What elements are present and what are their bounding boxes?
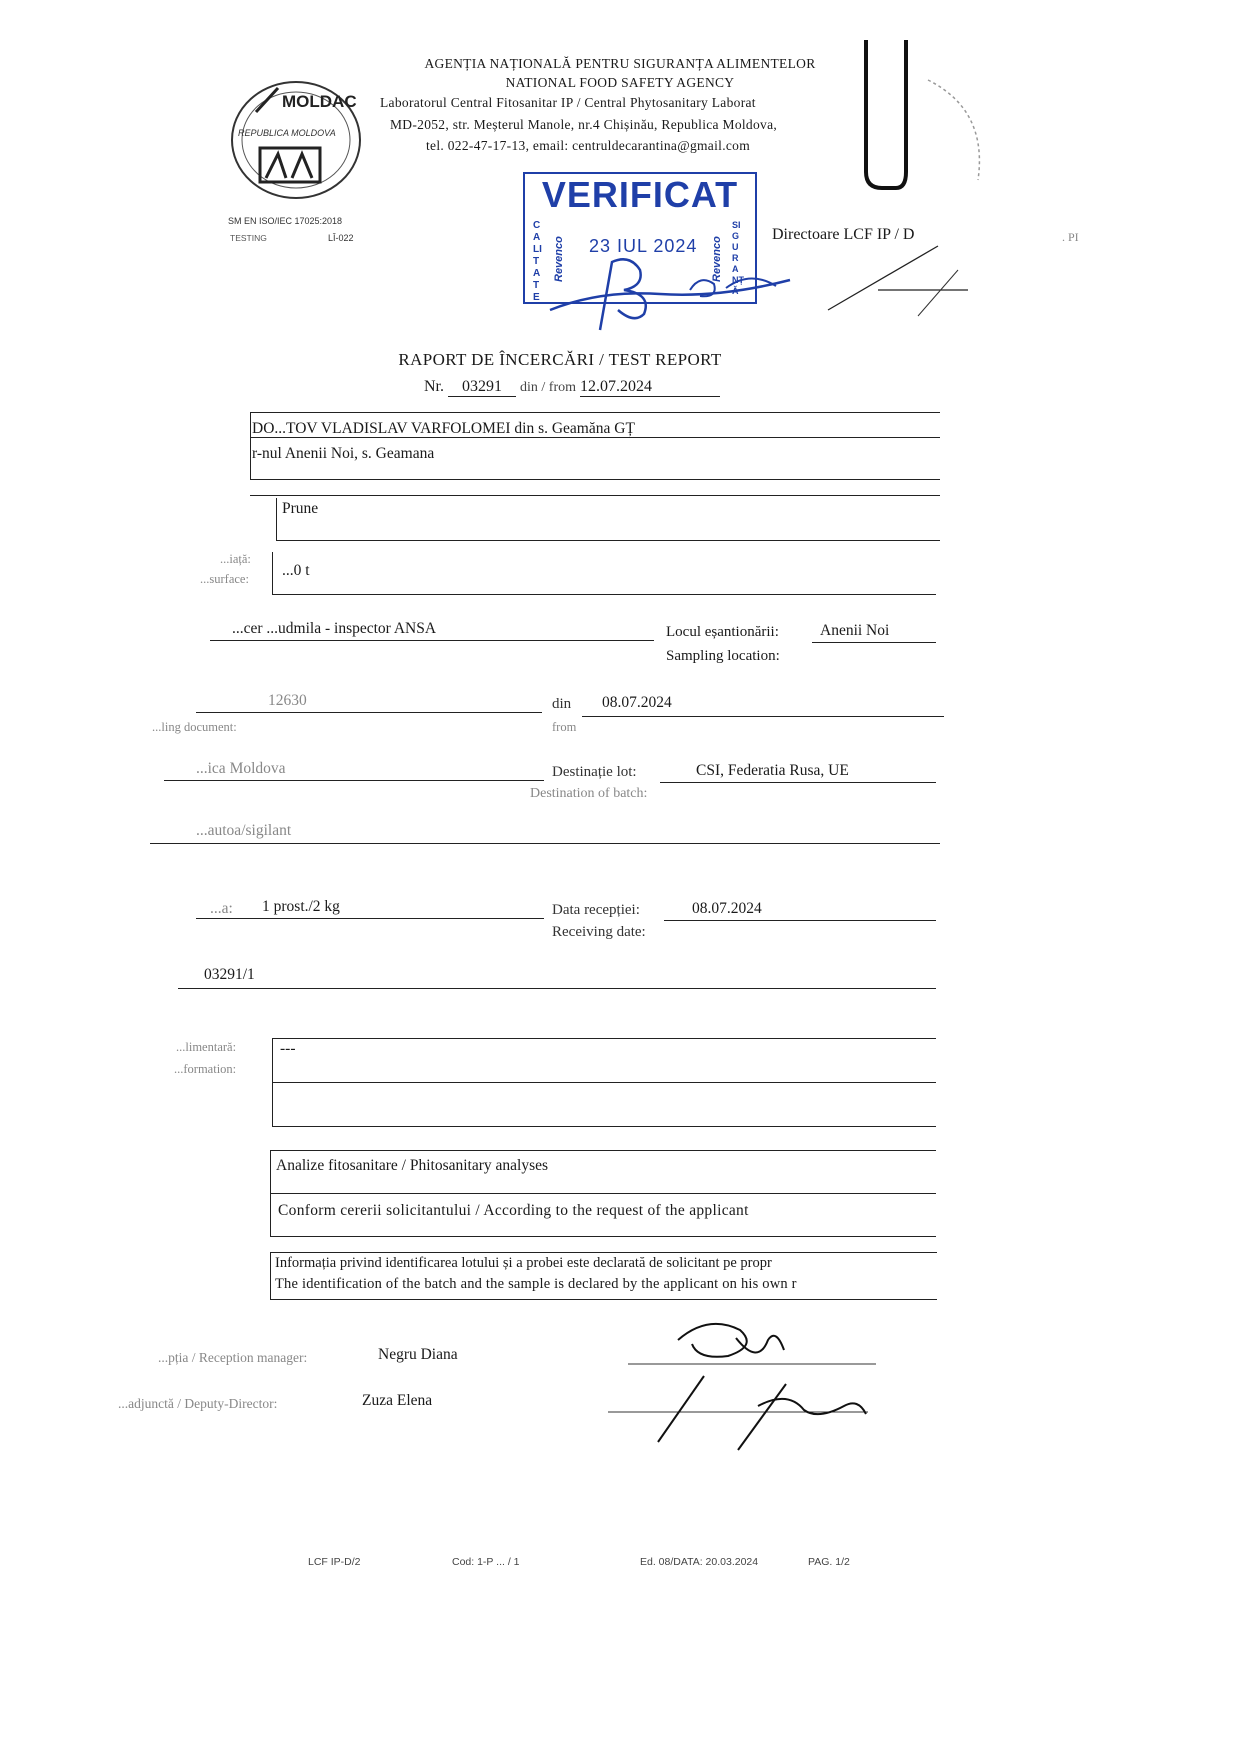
- stamp-brand-left: Revenco: [553, 236, 565, 282]
- destination-label: Destinație lot:: [552, 764, 637, 780]
- declaration-note-ro: Informația privind identificarea lotului și a probei este declarată de solicitant pe propr: [275, 1255, 772, 1271]
- analysis-top-rule: [270, 1150, 936, 1151]
- receiving-date-value: 08.07.2024: [692, 900, 762, 917]
- document-number-rule: [196, 712, 542, 713]
- edge-fragment: . PI: [1062, 230, 1079, 244]
- additional-info-label: ...limentară:: [176, 1040, 237, 1054]
- document-label-en: ...ling document:: [152, 720, 237, 734]
- quantity-label-fragment: ...iață:: [220, 552, 251, 566]
- report-din-label: din / from: [520, 380, 576, 395]
- footer-page: PAG. 1/2: [808, 1556, 850, 1568]
- footer-form-code: LCF IP-D/2: [308, 1556, 361, 1568]
- analysis-rule: [270, 1193, 936, 1194]
- destination-value: CSI, Federatia Rusa, UE: [696, 762, 849, 779]
- quantity-bottom-rule: [272, 594, 936, 595]
- sampling-location-label: Locul eșantionării:: [666, 624, 779, 640]
- destination-label-en: Destination of batch:: [530, 786, 648, 801]
- document-date-value: 08.07.2024: [602, 694, 672, 711]
- sampling-location-rule: [812, 642, 936, 643]
- sample-rule: [196, 918, 544, 919]
- additional-info-label-en: ...formation:: [174, 1062, 237, 1076]
- quantity-left-border: [272, 552, 273, 594]
- director-label: Directoare LCF IP / D: [772, 226, 915, 243]
- additional-info-bottom-rule: [272, 1126, 936, 1127]
- destination-rule: [660, 782, 936, 783]
- transport-value: ...autoa/sigilant: [196, 822, 292, 839]
- product-left-border: [276, 498, 277, 540]
- moldac-country: REPUBLICA MOLDOVA: [238, 128, 336, 138]
- applicant-line-2: r-nul Anenii Noi, s. Geamana: [252, 445, 435, 462]
- sample-code-value: 03291/1: [204, 966, 255, 983]
- quantity-label-fragment-en: ...surface:: [200, 572, 249, 586]
- reception-manager-name: Negru Diana: [378, 1346, 458, 1363]
- deputy-director-label: ...adjunctă / Deputy-Director:: [118, 1396, 278, 1411]
- applicant-top-rule: [250, 412, 940, 413]
- additional-info-mid-rule: [272, 1082, 936, 1083]
- report-number-line: [424, 378, 720, 397]
- accreditation-testing: TESTING: [230, 233, 267, 243]
- stamp-brand-right: Revenco: [711, 236, 723, 282]
- laboratory-name: Laboratorul Central Fitosanitar IP / Central Phytosanitary Laborat: [380, 95, 756, 110]
- agency-name-ro: AGENȚIA NAȚIONALĂ PENTRU SIGURANȚA ALIMENTELOR: [424, 56, 816, 71]
- moldac-logo-text: MOLDAC: [282, 92, 357, 111]
- origin-value: ...ica Moldova: [196, 760, 286, 777]
- additional-info-value: ---: [280, 1040, 296, 1057]
- corner-bracket-mark: [856, 40, 916, 192]
- receiving-label: Data recepției:: [552, 902, 640, 918]
- receiving-date-rule: [664, 920, 936, 921]
- sample-value: 1 prost./2 kg: [262, 898, 340, 915]
- deputy-director-name: Zuza Elena: [362, 1392, 433, 1409]
- sample-label: ...a:: [210, 900, 233, 917]
- declaration-note-en: The identification of the batch and the sample is declared by the applicant on his own r: [275, 1276, 797, 1292]
- sampler-rule: [210, 640, 654, 641]
- stamp-right-word: SIGURANȚĂ: [732, 220, 744, 296]
- transport-rule: [150, 843, 940, 844]
- reception-manager-label: ...pția / Reception manager:: [158, 1350, 308, 1365]
- footer-document-code: Cod: 1-P ... / 1: [452, 1556, 520, 1568]
- additional-info-top-rule: [272, 1038, 936, 1039]
- agency-name-en: NATIONAL FOOD SAFETY AGENCY: [505, 75, 735, 90]
- applicant-line-1: DO...TOV VLADISLAV VARFOLOMEI din s. Geamăna GȚ: [252, 420, 635, 437]
- report-title: RAPORT DE ÎNCERCĂRI / TEST REPORT: [398, 350, 722, 369]
- applicant-rule-1: [250, 437, 940, 438]
- document-number-value: 12630: [268, 692, 307, 709]
- round-stamp-fragment: [918, 70, 998, 190]
- document-from-label: from: [552, 720, 577, 734]
- report-date: 12.07.2024: [580, 378, 720, 397]
- origin-rule: [164, 780, 544, 781]
- declaration-box: [270, 1252, 937, 1300]
- accreditation-standard: SM EN ISO/IEC 17025:2018: [228, 216, 343, 226]
- director-signature: [818, 240, 978, 320]
- sampling-location-label-en: Sampling location:: [666, 648, 780, 664]
- applicant-rule-2: [250, 479, 940, 480]
- method-value: Conform cererii solicitantului / According to the request of the applicant: [278, 1202, 749, 1219]
- analysis-value: Analize fitosanitare / Phitosanitary analyses: [276, 1157, 549, 1174]
- product-value: Prune: [282, 500, 319, 517]
- stamp-date: 23 IUL 2024: [589, 236, 698, 256]
- laboratory-address: MD-2052, str. Meșterul Manole, nr.4 Chișinău, Republica Moldova,: [390, 117, 778, 132]
- report-number: 03291: [448, 378, 516, 397]
- receiving-label-en: Receiving date:: [552, 924, 646, 940]
- sampling-location-value: Anenii Noi: [820, 622, 890, 639]
- quantity-value: ...0 t: [282, 562, 310, 579]
- manager-signatures: [608, 1310, 908, 1460]
- document-date-rule: [582, 716, 944, 717]
- inspector-signature: [540, 250, 810, 340]
- sampler-value: ...cer ...udmila - inspector ANSA: [232, 620, 437, 637]
- laboratory-contact: tel. 022-47-17-13, email: centruldecarantina@gmail.com: [426, 138, 751, 153]
- report-nr-label: Nr.: [424, 378, 444, 395]
- method-rule: [270, 1236, 936, 1237]
- footer-edition: Ed. 08/DATA: 20.03.2024: [640, 1556, 759, 1568]
- document-din-label: din: [552, 696, 572, 712]
- sample-code-rule: [178, 988, 936, 989]
- product-top-rule: [250, 495, 940, 496]
- accreditation-code: LÎ-022: [328, 233, 354, 243]
- stamp-left-word: CALITATE: [533, 220, 542, 303]
- applicant-left-border: [250, 412, 251, 479]
- stamp-title: VERIFICAT: [541, 174, 739, 215]
- product-bottom-rule: [276, 540, 940, 541]
